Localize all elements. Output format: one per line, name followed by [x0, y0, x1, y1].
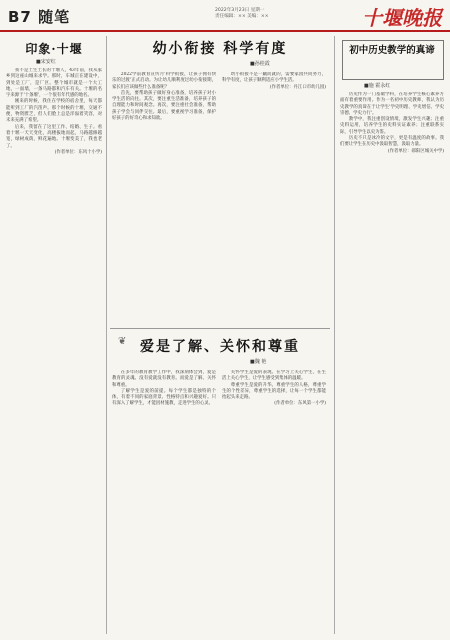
section-divider	[110, 328, 330, 329]
article-2-body-col1: 2022学前教育宣传月'科学衔接，让孩子拥有快乐的过渡'正式启动。为让幼儿顺利度过幼小衔接期，家长们应该做些什么准备呢？ 首先，要帮助孩子做好身心准备，培养孩子对小学生活的向往。其次，要注重生活准备，培养孩子的自理能力和时间观念。再次，要注重社会准备，帮助孩子学会与同伴交往。最后，要重视学习准备，保护好孩子的好奇心和求知欲。	[112, 72, 216, 122]
article-4-title: 爱是了解、关怀和尊重	[140, 339, 300, 355]
page-header	[0, 0, 450, 32]
article-1-title: 印象·十堰	[25, 42, 83, 56]
article-3-title: 初中历史教学的真谛	[349, 45, 435, 56]
article-4-body-col2: 关怀学生是爱的表现。在学习上关心学生，在生活上关心学生，让学生感受到集体的温暖。 尊重学生是爱的升华。尊重学生的人格，尊重学生的个性差异，尊重学生的选择，让每一个学生都能抬起头来走路。 (作者单位：东风第一小学)	[222, 370, 326, 407]
article-3-body: 历史作为一门基础学科，在培养学生核心素养方面有着重要作用。作为一名初中历史教师，我认为历史教学的真谛在于让学生'学史明理、学史增信、学史崇德、学史力行'。 教学中，我注重创设情境，激发学生兴趣；注重史料运用，培养学生的史料实证素养；注重联系实际，引导学生以史为鉴。 历史不只是冰冷的文字，更是有温度的故事。我们要让学生在历史中汲取智慧，汲取力量。 (作者单位：郧阳区城关中学)	[340, 92, 444, 154]
article-4-byline: ■魏 艳	[250, 359, 267, 365]
article-2-body-col2: 幼小衔接不是一蹴而就的，需要家园共同努力，科学有度，让孩子顺利适应小学生活。 (作者单位：丹江口市幼儿园)	[222, 72, 326, 90]
article-3-byline: ■施 霍永红	[364, 83, 391, 89]
ornament-icon: ❦	[118, 336, 127, 347]
page-number: B7 随笔	[8, 8, 71, 26]
article-4-body-col1: 在多年的教育教学工作中，我深刻体会到，爱是教育的灵魂。没有爱就没有教育。而爱是了解、关怀和尊重。 了解学生是爱的前提。每个学生都是独特的个体，有着不同的家庭背景、性格特点和兴趣爱好。只有深入了解学生，才能因材施教，走进学生的心灵。	[112, 370, 216, 407]
column-divider-right	[334, 36, 335, 634]
article-1-body: 我不是土生土长的十堰人，43年前，我从家乡到这座山城来求学。那时，车城正在建设中，到处是工厂，是厂区。整个城市就是一个大工地，一面墙，一条马路都和汽车有关。十堰的名字来源于'十条堰'，一个很有年代感的地名。 刚来的时候，我住在学校的宿舍里，每天都能听到工厂的汽笛声。那个时候的十堰，交通不便，物资匮乏，但人们脸上总是洋溢着笑容，对未来充满了希望。 后来，我留在了这里工作、结婚、生子。看着十堰一天天变化，高楼拔地而起，马路越修越宽，绿树成荫，鲜花遍地。十堰变美了，我也老了。 (作者单位：东风十小学)	[6, 68, 102, 155]
masthead: 十堰晚报	[362, 6, 442, 30]
article-2-title: 幼小衔接 科学有度	[152, 41, 288, 57]
date-line: 2022年3月23日 星期一 责任编辑：×× 美编：××	[215, 8, 269, 19]
article-2-byline: ■孙桂霞	[250, 61, 270, 67]
column-divider	[106, 36, 107, 634]
article-1-byline: ■宋安红	[36, 59, 56, 65]
